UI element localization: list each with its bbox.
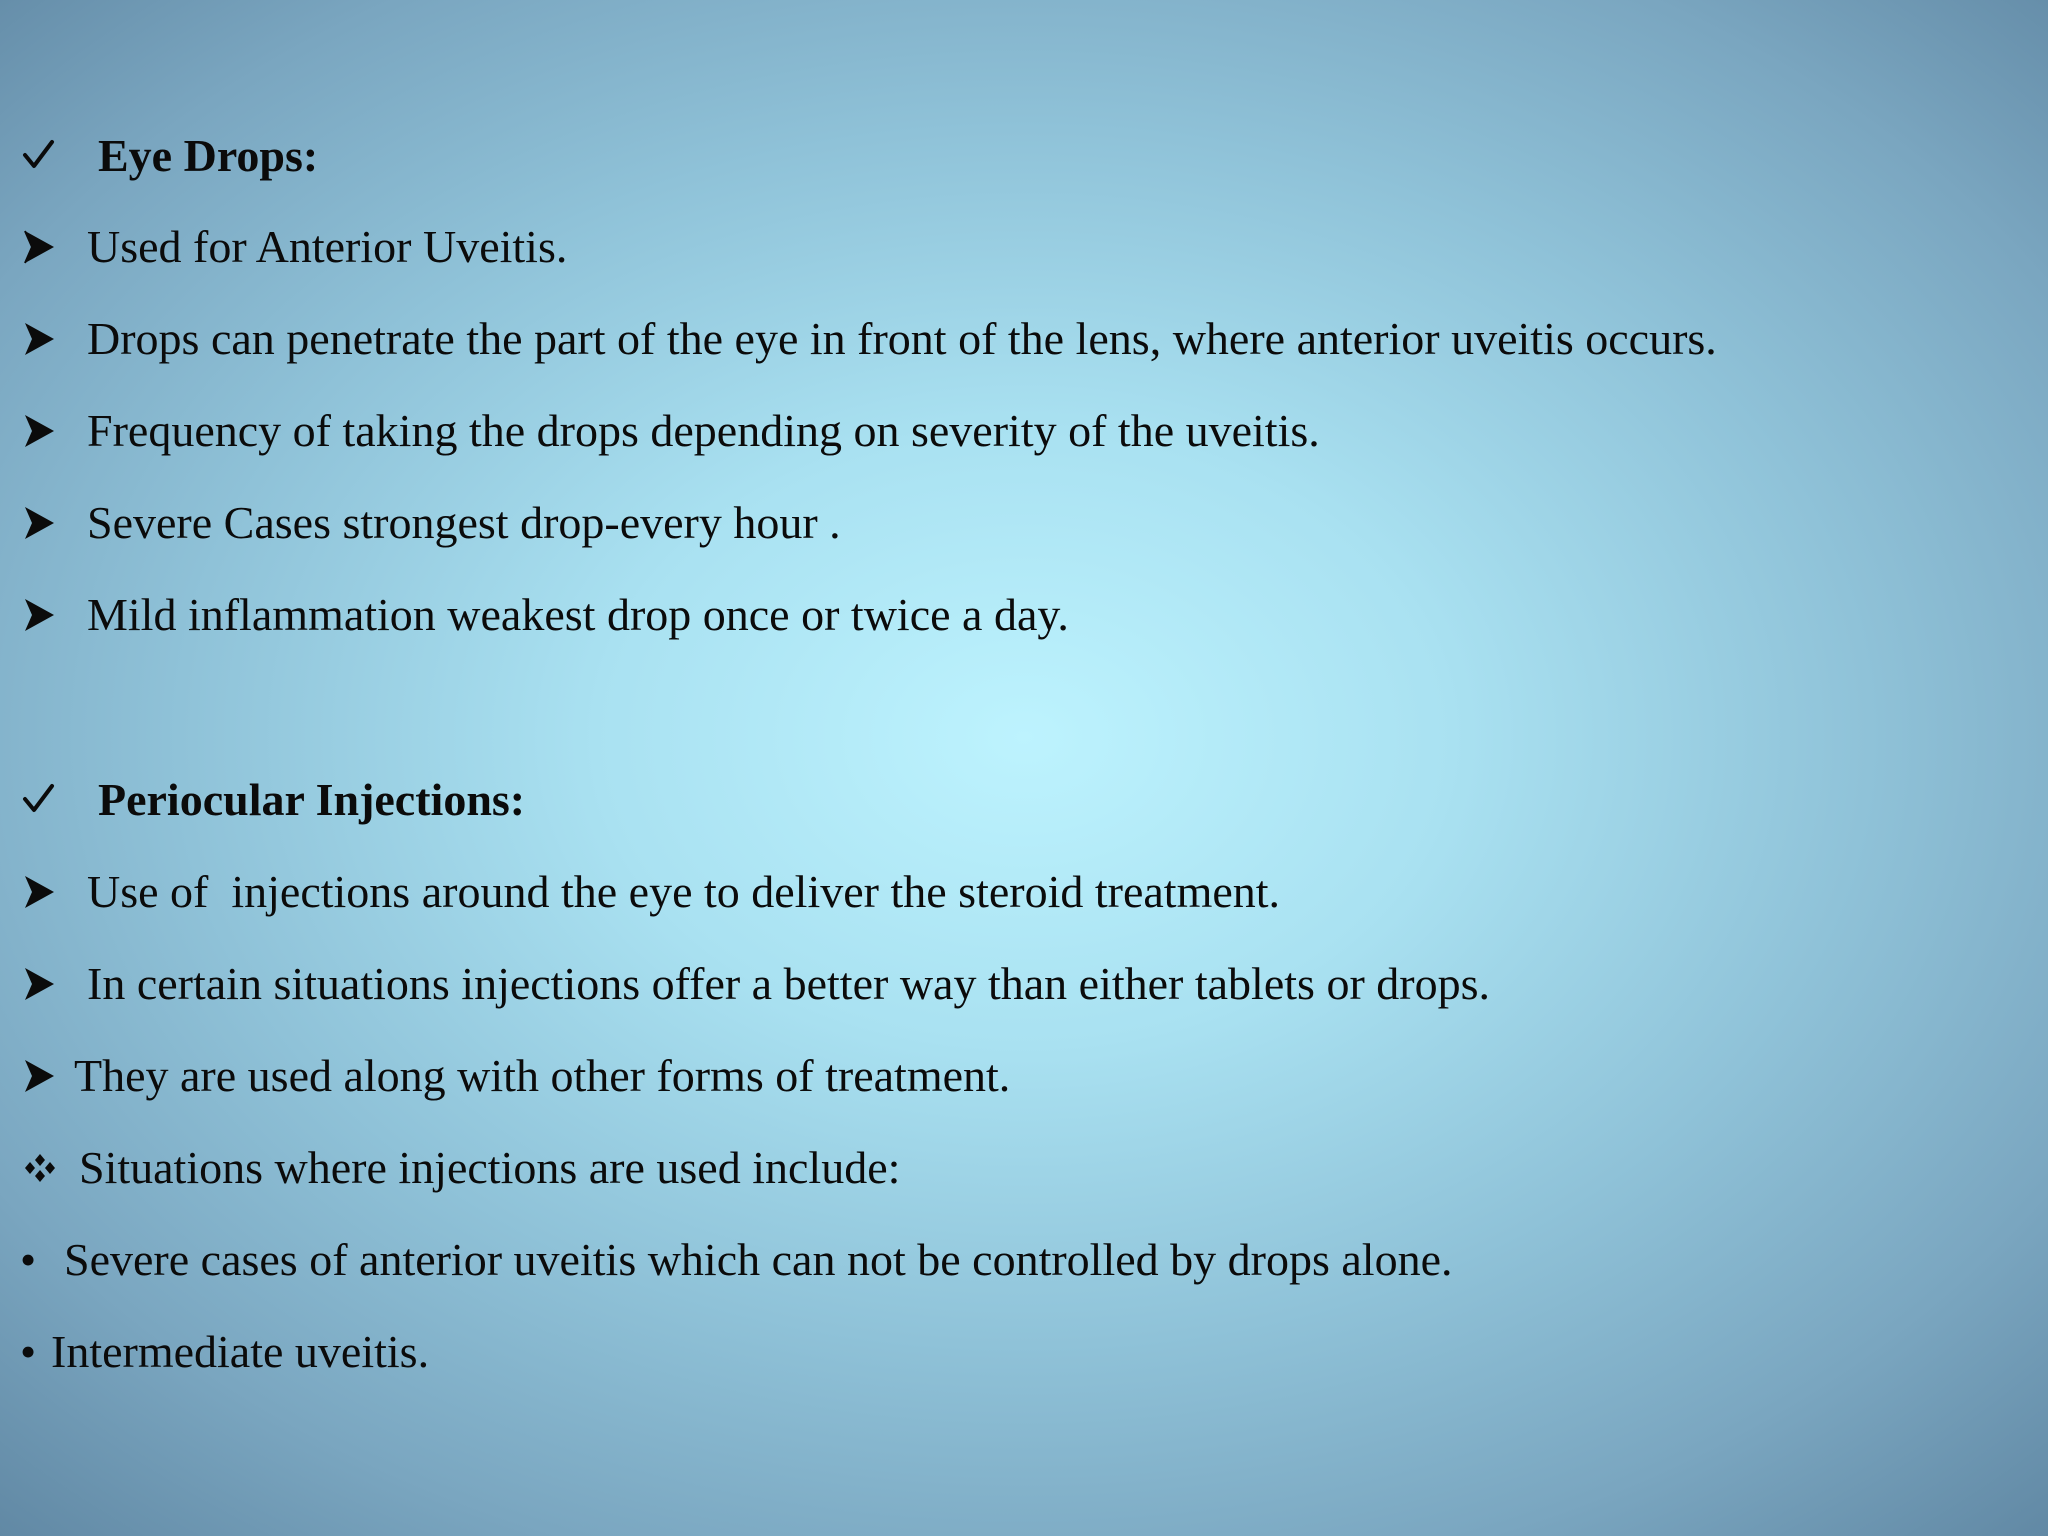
list-item-text: Frequency of taking the drops depending on severity of the uveitis. [87, 405, 1320, 456]
arrow-bullet-icon [22, 587, 56, 643]
check-icon [22, 128, 56, 184]
list-item-text: They are used along with other forms of treatment. [74, 1050, 1011, 1101]
section-heading-text: Periocular Injections: [98, 774, 526, 825]
list-item-text: Mild inflammation weakest drop once or twice a day. [87, 589, 1069, 640]
four-diamonds-icon [22, 1140, 58, 1196]
list-item-text: Used for Anterior Uveitis. [87, 221, 568, 272]
sub-list-item-text: Severe cases of anterior uveitis which can not be controlled by drops alone. [64, 1234, 1453, 1285]
arrow-bullet-icon [22, 311, 56, 367]
arrow-bullet-icon [22, 864, 56, 920]
arrow-bullet-icon [22, 495, 56, 551]
list-item-text: In certain situations injections offer a better way than either tablets or drops. [87, 958, 1490, 1009]
arrow-bullet-icon [22, 403, 56, 459]
arrow-bullet-icon [22, 956, 56, 1012]
sub-list-item-text: Intermediate uveitis. [51, 1326, 430, 1377]
bullet-dot: • [20, 1234, 37, 1285]
bullet-dot: • [20, 1326, 37, 1377]
subheading-text: Situations where injections are used include: [79, 1142, 901, 1193]
arrow-bullet-icon [22, 219, 56, 275]
arrow-bullet-icon [22, 1048, 56, 1104]
section-heading-text: Eye Drops: [98, 130, 319, 181]
list-item-text: Use of injections around the eye to deliver the steroid treatment. [87, 866, 1281, 917]
list-item-text: Severe Cases strongest drop-every hour . [87, 497, 841, 548]
check-icon [22, 772, 56, 828]
list-item-text: Drops can penetrate the part of the eye in front of the lens, where anterior uveitis occurs. [87, 313, 1717, 364]
